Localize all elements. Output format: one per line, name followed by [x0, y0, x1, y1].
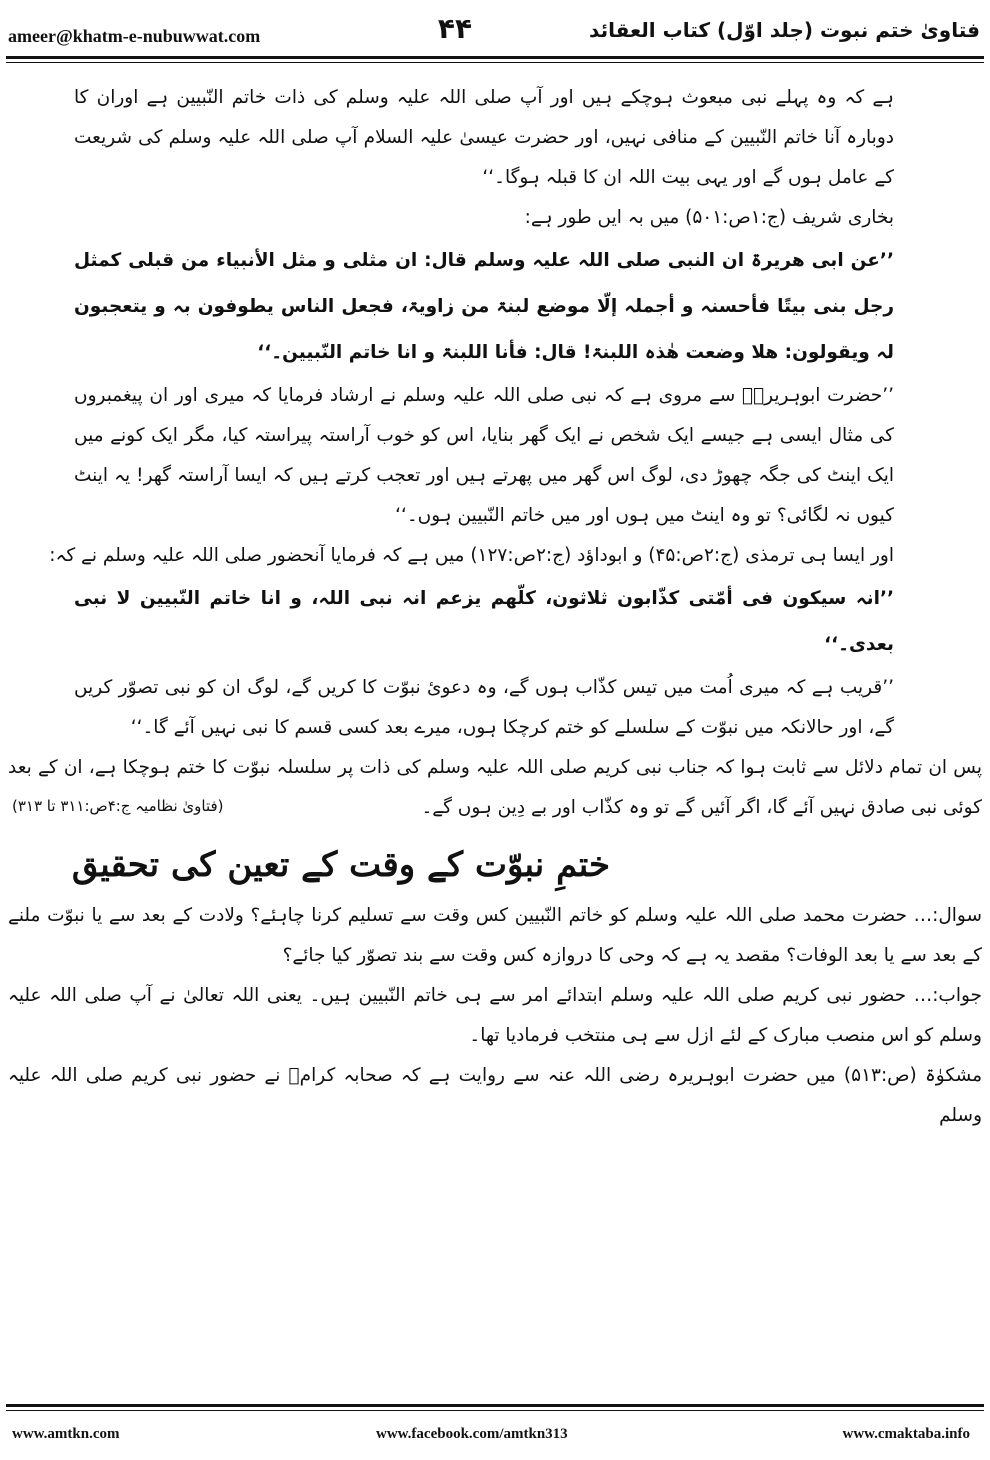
- footer-link-cmaktaba[interactable]: www.cmaktaba.info: [842, 1426, 970, 1442]
- book-title: فتاویٰ ختم نبوت (جلد اوّل) کتاب العقائد: [589, 18, 980, 42]
- footer-rule-thick: [6, 1404, 984, 1407]
- answer-text: جواب:… حضور نبی کریم صلی اللہ علیہ وسلم ابتدائے امر سے ہی خاتم النّبیین ہیں۔ یعنی اللہ تعالیٰ نے آپ صلی اللہ علیہ وسلم کو اس منصب مبارک کے لئے ازل سے ہی منتخب فرمادیا تھا۔: [8, 985, 982, 1046]
- footer-link-facebook[interactable]: www.facebook.com/amtkn313: [376, 1426, 568, 1442]
- page-body: [8, 78, 982, 1398]
- conclusion-block: [8, 748, 982, 828]
- mishkat-text: مشکوٰۃ (ص:۵۱۳) میں حضرت ابوہریرہ رضی اللہ عنہ سے روایت ہے کہ صحابہ کرامؓ نے حضور نبی کریم صلی اللہ علیہ وسلم: [8, 1065, 982, 1126]
- section-heading: ختمِ نبوّت کے وقت کے تعین کی تحقیق: [71, 845, 610, 885]
- hadith-translation-2: ’’قریب ہے کہ میری اُمت میں تیس کذّاب ہوں گے، وہ دعویٔ نبوّت کا کریں گے، لوگ ان کو نبی تصوّر کریں گے، اور حالانکہ میں نبوّت کے سلسلے کو ختم کرچکا ہوں، میرے بعد کسی قسم کا نبی نہیں آئے گا۔‘‘: [74, 677, 894, 738]
- header-email[interactable]: ameer@khatm-e-nubuwwat.com: [8, 26, 261, 46]
- intro-quote: ہے کہ وہ پہلے نبی مبعوث ہوچکے ہیں اور آپ صلی اللہ علیہ وسلم کی ذات خاتم النّبیین ہے اوران کا دوبارہ آنا خاتم النّبیین کے منافی نہیں، اور حضرت عیسیٰ علیہ السلام آپ صلی اللہ علیہ وسلم کی شریعت کے عامل ہوں گے اور یہی بیت اللہ ان کا قبلہ ہوگا۔‘‘: [74, 87, 894, 188]
- page-number: ۴۴: [437, 12, 473, 45]
- hadith-arabic-2: ’’انہ سیکون فی أمّتی کذّابون ثلاثون، کلّھم یزعم انہ نبی اللہ، و انا خاتم النّبیین لا نبی بعدی۔‘‘: [74, 588, 894, 655]
- hadith-translation-1: ’’حضرت ابوہریرہؓ سے مروی ہے کہ نبی صلی اللہ علیہ وسلم نے ارشاد فرمایا کہ میری اور ان پیغمبروں کی مثال ایسی ہے جیسے ایک شخص نے ایک گھر بنایا، اس کو خوب آراستہ پیراستہ کیا، مگر ایک کونے میں ایک اینٹ کی جگہ چھوڑ دی، لوگ اس گھر میں پھرتے ہیں اور تعجب کرتے ہیں کہ ایسا آراستہ گھر! یہ اینٹ کیوں نہ لگائی؟ تو وہ اینٹ میں ہوں اور میں خاتم النّبیین ہوں۔‘‘: [74, 385, 894, 526]
- hadith-arabic-1: ’’عن ابی ھریرۃ ان النبی صلی اللہ علیہ وسلم قال: ان مثلی و مثل الأنبیاء من قبلی کمثل رجل بنی بیتًا فأحسنہ و أجملہ إلّا موضع لبنۃ من زاویۃ، فجعل الناس یطوفون بہ و یتعجبون لہ ویقولون: ھلا وضعت ھٰذہ اللبنۃ! قال: فأنا اللبنۃ و انا خاتم النّبیین۔‘‘: [74, 250, 894, 363]
- citation: (فتاویٰ نظامیہ ج:۴ص:۳۱۱ تا ۳۱۳): [12, 797, 224, 815]
- footer-link-amtkn[interactable]: www.amtkn.com: [12, 1426, 120, 1442]
- page-header: [0, 0, 990, 70]
- tirmidhi-reference: اور ایسا ہی ترمذی (ج:۲ص:۴۵) و ابوداؤد (ج:۲ص:۱۲۷) میں ہے کہ فرمایا آنحضور صلی اللہ علیہ وسلم نے کہ:: [49, 545, 894, 566]
- header-rule-thick: [6, 56, 984, 59]
- bukhari-reference: بخاری شریف (ج:۱ص:۵۰۱) میں بہ ایں طور ہے:: [524, 207, 894, 228]
- footer-rule-thin: [6, 1410, 984, 1411]
- page-footer: [0, 1404, 990, 1460]
- header-rule-thin: [6, 62, 984, 63]
- conclusion-text: پس ان تمام دلائل سے ثابت ہوا کہ جناب نبی کریم صلی اللہ علیہ وسلم کی ذات پر سلسلہ نبوّت کا ختم ہوچکا ہے، ان کے بعد کوئی نبی صادق نہیں آئے گا، اگر آئیں گے تو وہ کذّاب اور بے دِین ہوں گے۔: [8, 757, 982, 818]
- question-text: سوال:… حضرت محمد صلی اللہ علیہ وسلم کو خاتم النّبیین کس وقت سے تسلیم کرنا چاہئے؟ ولادت کے بعد سے یا نبوّت ملنے کے بعد سے یا بعد الوفات؟ مقصد یہ ہے کہ وحی کا دروازہ کس وقت سے بند تصوّر کیا جائے؟: [8, 905, 982, 966]
